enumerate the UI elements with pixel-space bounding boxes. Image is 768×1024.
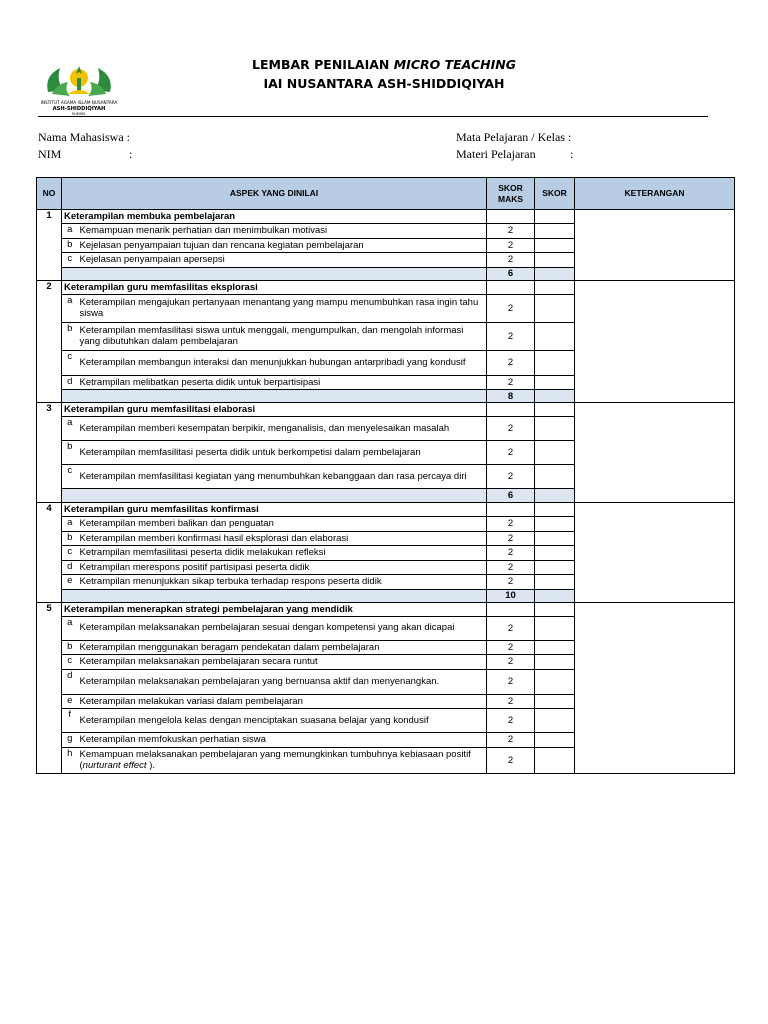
no-cell-empty — [37, 375, 62, 390]
keterangan-cell-cont — [575, 517, 735, 532]
item-letter: a — [62, 294, 78, 322]
item-row — [37, 655, 735, 670]
item-text: Keterampilan mengelola kelas dengan menciptakan suasana belajar yang kondusif — [79, 714, 429, 726]
item-description — [78, 733, 487, 748]
subtotal-skor-cell[interactable] — [535, 267, 575, 280]
keterangan-cell[interactable] — [575, 403, 735, 417]
skor-maks-value: 2 — [487, 417, 535, 441]
item-text: Keterampilan melaksanakan pembelajaran yang bernuansa aktif dan menyenangkan. — [79, 675, 440, 687]
keterangan-cell-cont — [575, 224, 735, 239]
item-row — [37, 322, 735, 350]
no-cell-empty — [37, 575, 62, 590]
item-description — [78, 575, 487, 590]
no-cell-empty — [37, 517, 62, 532]
keterangan-cell-cont — [575, 616, 735, 640]
item-text: Ketrampilan memfasilitasi peserta didik melakukan refleksi — [79, 547, 326, 558]
no-cell-empty — [37, 267, 62, 280]
item-row — [37, 546, 735, 561]
skor-input-cell[interactable] — [535, 655, 575, 670]
skor-maks-value: 2 — [487, 709, 535, 733]
skor-input-cell[interactable] — [535, 375, 575, 390]
keterangan-cell-cont — [575, 417, 735, 441]
item-text: Keterampilan menggunakan beragam pendekatan dalam pembelajaran — [79, 641, 380, 653]
keterangan-cell-cont — [575, 375, 735, 390]
skor-maks-value: 2 — [487, 575, 535, 590]
item-description — [78, 253, 487, 268]
section-number: 3 — [37, 403, 62, 417]
skor-input-cell[interactable] — [535, 417, 575, 441]
item-text: Keterampilan memberi kesempatan berpikir, menganalisis, dan menyelesaikan masalah — [79, 422, 450, 434]
item-letter: b — [62, 531, 78, 546]
skor-input-cell[interactable] — [535, 253, 575, 268]
skor-input-cell[interactable] — [535, 238, 575, 253]
no-cell-empty — [37, 747, 62, 773]
item-text: Keterampilan memberi konfirmasi hasil eksplorasi dan elaborasi — [79, 532, 349, 544]
item-description — [78, 238, 487, 253]
keterangan-cell-cont — [575, 575, 735, 590]
item-text: Keterampilan melaksanakan pembelajaran secara runtut — [79, 656, 318, 667]
keterangan-cell-cont — [575, 733, 735, 748]
assessment-table — [36, 177, 735, 774]
subtotal-row — [37, 390, 735, 403]
item-letter: a — [62, 517, 78, 532]
keterangan-cell-cont — [575, 294, 735, 322]
form-title — [0, 57, 768, 72]
header-aspek: ASPEK YANG DINILAI — [62, 178, 487, 210]
no-cell-empty — [37, 694, 62, 709]
item-description — [78, 375, 487, 390]
skor-cell[interactable] — [535, 602, 575, 616]
skor-maks-value: 2 — [487, 655, 535, 670]
no-cell-empty — [37, 669, 62, 694]
item-row — [37, 669, 735, 694]
no-cell-empty — [37, 238, 62, 253]
keterangan-cell[interactable] — [575, 280, 735, 294]
keterangan-cell-end — [575, 589, 735, 602]
item-text-italic: nurturant effect — [82, 760, 147, 771]
item-row — [37, 350, 735, 375]
item-text: Keterampilan memfasilitasi siswa untuk menggali, mengumpulkan, dan mengolah informasi yang dibutuhkan dalam pembelajaran — [79, 324, 464, 347]
keterangan-cell-cont — [575, 747, 735, 773]
subtotal-value: 6 — [487, 267, 535, 280]
skor-cell[interactable] — [535, 280, 575, 294]
item-text: Keterampilan memfasilitasi kegiatan yang menumbuhkan kebanggaan dan rasa percaya diri — [79, 470, 467, 482]
subtotal-label-cell — [62, 267, 487, 280]
keterangan-cell-cont — [575, 441, 735, 465]
header-skor-maks: SKOR MAKS — [487, 178, 535, 210]
item-description — [78, 560, 487, 575]
table-body — [37, 210, 735, 774]
no-cell-empty — [37, 655, 62, 670]
logo-text-2: ASH-SHIDDIQIYAH — [52, 106, 106, 112]
skor-maks-value: 2 — [487, 253, 535, 268]
nim-label: NIM — [38, 147, 62, 161]
no-cell-empty — [37, 546, 62, 561]
skor-maks-cell — [487, 280, 535, 294]
item-letter: b — [62, 238, 78, 253]
item-text: Ketrampilan menunjukkan sikap terbuka terhadap respons peserta didik — [79, 576, 382, 587]
subtotal-row — [37, 589, 735, 602]
skor-maks-value: 2 — [487, 616, 535, 640]
item-letter: d — [62, 560, 78, 575]
subtotal-skor-cell[interactable] — [535, 390, 575, 403]
item-text: Kemampuan menarik perhatian dan menimbulkan motivasi — [79, 225, 328, 236]
skor-maks-value: 2 — [487, 531, 535, 546]
item-row — [37, 253, 735, 268]
skor-maks-value: 2 — [487, 465, 535, 489]
mata-pelajaran-label: Mata Pelajaran / Kelas : — [456, 130, 572, 144]
keterangan-cell[interactable] — [575, 602, 735, 616]
item-description — [78, 350, 487, 375]
materi-colon: : — [570, 147, 574, 161]
subtotal-value: 8 — [487, 390, 535, 403]
item-description — [78, 294, 487, 322]
skor-input-cell[interactable] — [535, 616, 575, 640]
skor-maks-value: 2 — [487, 441, 535, 465]
keterangan-cell-cont — [575, 640, 735, 655]
item-text: Ketrampilan merespons positif partisipasi peserta didik — [79, 561, 310, 573]
skor-maks-value: 2 — [487, 546, 535, 561]
item-text: Keterampilan melakukan variasi dalam pembelajaran — [79, 695, 303, 707]
form-title-prefix: LEMBAR PENILAIAN — [252, 57, 394, 72]
keterangan-cell-end — [575, 390, 735, 403]
header-no: NO — [37, 178, 62, 210]
item-letter: a — [62, 417, 78, 441]
item-text: Keterampilan memfokuskan perhatian siswa — [79, 734, 266, 745]
item-letter: c — [62, 253, 78, 268]
item-row — [37, 531, 735, 546]
item-description — [78, 747, 487, 773]
item-letter: e — [62, 694, 78, 709]
item-letter: f — [62, 709, 78, 733]
item-text: Keterampilan memfasilitasi peserta didik untuk berkompetisi dalam pembelajaran — [79, 446, 421, 458]
subtotal-skor-cell[interactable] — [535, 489, 575, 503]
skor-maks-cell — [487, 403, 535, 417]
item-text: Kejelasan penyampaian tujuan dan rencana kegiatan pembelajaran — [79, 239, 364, 251]
section-number: 1 — [37, 210, 62, 224]
section-number: 2 — [37, 280, 62, 294]
no-cell-empty — [37, 322, 62, 350]
item-description — [78, 709, 487, 733]
keterangan-cell-cont — [575, 238, 735, 253]
skor-maks-value: 2 — [487, 640, 535, 655]
skor-maks-value: 2 — [487, 350, 535, 375]
skor-input-cell[interactable] — [535, 322, 575, 350]
skor-cell[interactable] — [535, 403, 575, 417]
skor-maks-value: 2 — [487, 375, 535, 390]
keterangan-cell-cont — [575, 669, 735, 694]
keterangan-cell-cont — [575, 694, 735, 709]
item-letter: c — [62, 546, 78, 561]
item-description — [78, 465, 487, 489]
section-title-row — [37, 602, 735, 616]
item-text-after: ). — [146, 760, 156, 771]
no-cell-empty — [37, 441, 62, 465]
keterangan-cell-cont — [575, 322, 735, 350]
institution-name: IAI NUSANTARA ASH-SHIDDIQIYAH — [263, 76, 505, 91]
no-cell-empty — [37, 616, 62, 640]
skor-input-cell[interactable] — [535, 560, 575, 575]
no-cell-empty — [37, 465, 62, 489]
keterangan-cell-cont — [575, 350, 735, 375]
nim-colon: : — [129, 147, 133, 161]
item-text: Kemampuan melaksanakan pembelajaran yang memungkinkan tumbuhnya kebiasaan positif ( — [79, 748, 471, 771]
item-letter: c — [62, 655, 78, 670]
nama-mahasiswa-label: Nama Mahasiswa : — [38, 130, 130, 144]
skor-input-cell[interactable] — [535, 224, 575, 239]
no-cell-empty — [37, 733, 62, 748]
skor-maks-value: 2 — [487, 733, 535, 748]
subtotal-label-cell — [62, 489, 487, 503]
skor-maks-cell — [487, 210, 535, 224]
no-cell-empty — [37, 224, 62, 239]
section-title-row — [37, 403, 735, 417]
skor-cell[interactable] — [535, 503, 575, 517]
keterangan-cell-end — [575, 267, 735, 280]
item-description — [78, 640, 487, 655]
item-description — [78, 417, 487, 441]
item-description — [78, 655, 487, 670]
keterangan-cell[interactable] — [575, 210, 735, 224]
no-cell-empty — [37, 294, 62, 322]
header-skor: SKOR — [535, 178, 575, 210]
skor-input-cell[interactable] — [535, 465, 575, 489]
section-number: 5 — [37, 602, 62, 616]
skor-input-cell[interactable] — [535, 517, 575, 532]
subtotal-label-cell — [62, 390, 487, 403]
subtotal-value: 6 — [487, 489, 535, 503]
item-description — [78, 531, 487, 546]
skor-maks-cell — [487, 503, 535, 517]
item-letter: b — [62, 640, 78, 655]
form-title-italic: MICRO TEACHING — [393, 57, 516, 72]
keterangan-cell-end — [575, 489, 735, 503]
keterangan-cell-cont — [575, 253, 735, 268]
item-description — [78, 224, 487, 239]
subtotal-value: 10 — [487, 589, 535, 602]
no-cell-empty — [37, 417, 62, 441]
item-row — [37, 560, 735, 575]
item-row — [37, 465, 735, 489]
section-title-row — [37, 210, 735, 224]
subtotal-label-cell — [62, 589, 487, 602]
item-row — [37, 709, 735, 733]
no-cell-empty — [37, 531, 62, 546]
item-row — [37, 294, 735, 322]
item-row — [37, 616, 735, 640]
skor-maks-value: 2 — [487, 747, 535, 773]
item-row — [37, 694, 735, 709]
skor-input-cell[interactable] — [535, 294, 575, 322]
subtotal-skor-cell[interactable] — [535, 589, 575, 602]
no-cell-empty — [37, 350, 62, 375]
item-letter: g — [62, 733, 78, 748]
no-cell-empty — [37, 560, 62, 575]
keterangan-cell-cont — [575, 709, 735, 733]
item-row — [37, 747, 735, 773]
header-divider — [38, 116, 708, 117]
item-description — [78, 694, 487, 709]
item-letter: e — [62, 575, 78, 590]
skor-input-cell[interactable] — [535, 441, 575, 465]
item-letter: d — [62, 669, 78, 694]
table-header-row — [37, 178, 735, 210]
item-row — [37, 575, 735, 590]
no-cell-empty — [37, 709, 62, 733]
item-row — [37, 640, 735, 655]
header-keterangan: KETERANGAN — [575, 178, 735, 210]
keterangan-cell[interactable] — [575, 503, 735, 517]
skor-maks-value: 2 — [487, 560, 535, 575]
skor-maks-value: 2 — [487, 224, 535, 239]
item-row — [37, 441, 735, 465]
keterangan-cell-cont — [575, 655, 735, 670]
skor-input-cell[interactable] — [535, 747, 575, 773]
section-title: Keterampilan guru memfasilitas eksplorasi — [62, 280, 487, 294]
section-title-row — [37, 280, 735, 294]
logo-text-1: INSTITUT AGAMA ISLAM NUSANTARA — [40, 100, 118, 105]
item-row — [37, 733, 735, 748]
skor-input-cell[interactable] — [535, 575, 575, 590]
skor-input-cell[interactable] — [535, 350, 575, 375]
no-cell-empty — [37, 489, 62, 503]
subtotal-row — [37, 267, 735, 280]
item-description — [78, 669, 487, 694]
item-letter: h — [62, 747, 78, 773]
item-row — [37, 417, 735, 441]
no-cell-empty — [37, 640, 62, 655]
skor-input-cell[interactable] — [535, 694, 575, 709]
item-description — [78, 322, 487, 350]
no-cell-empty — [37, 589, 62, 602]
item-text: Keterampilan memberi balikan dan penguatan — [79, 518, 274, 529]
item-letter: b — [62, 441, 78, 465]
item-description — [78, 616, 487, 640]
skor-input-cell[interactable] — [535, 531, 575, 546]
section-title: Keterampilan membuka pembelajaran — [62, 210, 487, 224]
no-cell-empty — [37, 253, 62, 268]
skor-maks-value: 2 — [487, 294, 535, 322]
skor-input-cell[interactable] — [535, 669, 575, 694]
item-letter: a — [62, 616, 78, 640]
item-row — [37, 224, 735, 239]
section-number: 4 — [37, 503, 62, 517]
item-letter: c — [62, 465, 78, 489]
skor-input-cell[interactable] — [535, 709, 575, 733]
section-title: Keterampilan guru memfasilitasi elaborasi — [62, 403, 487, 417]
skor-maks-value: 2 — [487, 238, 535, 253]
section-title-row — [37, 503, 735, 517]
skor-input-cell[interactable] — [535, 640, 575, 655]
skor-input-cell[interactable] — [535, 733, 575, 748]
item-letter: a — [62, 224, 78, 239]
item-letter: d — [62, 375, 78, 390]
skor-maks-value: 2 — [487, 517, 535, 532]
skor-input-cell[interactable] — [535, 546, 575, 561]
section-title: Keterampilan menerapkan strategi pembelajaran yang mendidik — [62, 602, 487, 616]
item-description — [78, 517, 487, 532]
keterangan-cell-cont — [575, 560, 735, 575]
item-letter: b — [62, 322, 78, 350]
skor-maks-value: 2 — [487, 322, 535, 350]
item-description — [78, 441, 487, 465]
item-text: Kejelasan penyampaian apersepsi — [79, 254, 225, 265]
item-text: Ketrampilan melibatkan peserta didik untuk berpartisipasi — [79, 376, 321, 388]
item-text: Keterampilan melaksanakan pembelajaran sesuai dengan kompetensi yang akan dicapai — [79, 622, 455, 634]
item-text: Keterampilan membangun interaksi dan menunjukkan hubungan antarpribadi yang kondusif — [79, 356, 466, 368]
item-row — [37, 375, 735, 390]
logo-text-3: SUMSEL — [71, 112, 87, 116]
no-cell-empty — [37, 390, 62, 403]
item-description — [78, 546, 487, 561]
subtotal-row — [37, 489, 735, 503]
skor-maks-value: 2 — [487, 694, 535, 709]
materi-pelajaran-label: Materi Pelajaran — [456, 147, 536, 161]
section-title: Keterampilan guru memfasilitas konfirmasi — [62, 503, 487, 517]
keterangan-cell-cont — [575, 531, 735, 546]
skor-maks-value: 2 — [487, 669, 535, 694]
item-row — [37, 517, 735, 532]
keterangan-cell-cont — [575, 546, 735, 561]
item-text: Keterampilan mengajukan pertanyaan menantang yang mampu menumbuhkan rasa ingin tahu siswa — [79, 296, 479, 319]
item-row — [37, 238, 735, 253]
item-letter: c — [62, 350, 78, 375]
keterangan-cell-cont — [575, 465, 735, 489]
skor-maks-cell — [487, 602, 535, 616]
skor-cell[interactable] — [535, 210, 575, 224]
